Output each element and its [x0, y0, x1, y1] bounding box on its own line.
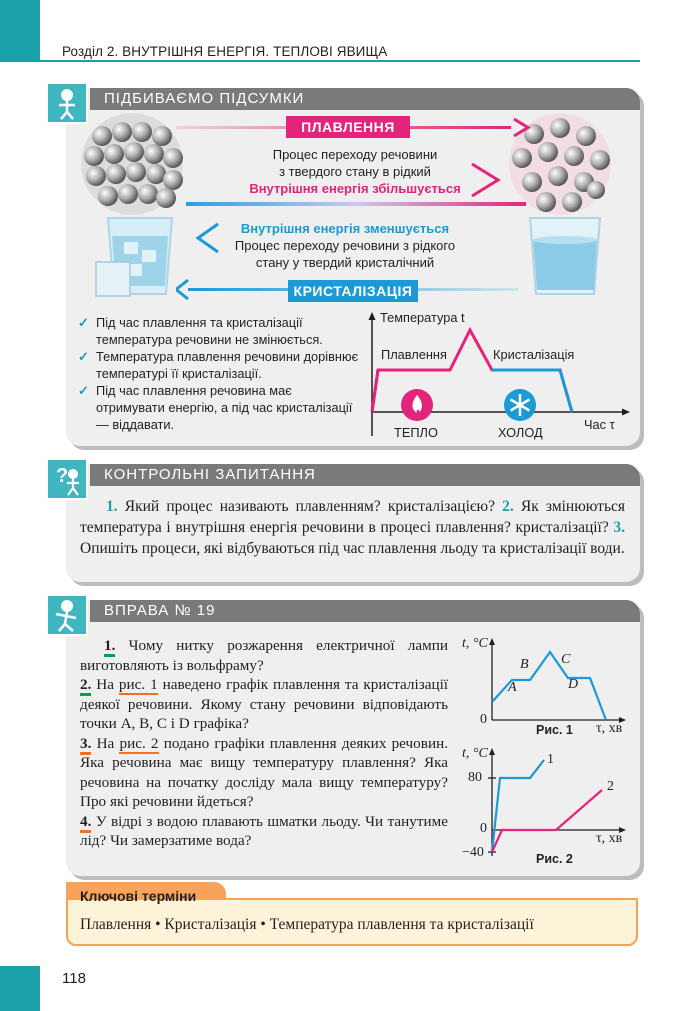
exercise-item-text: подано графіки плавлення деяких речовин. Яка речовина має вищу температуру плавлення? Яка речовина на початку досліду мала вищу температуру? Про які речовини йдеться?: [80, 734, 449, 810]
graph-ylabel: Температура t: [380, 310, 465, 325]
cryst-description: [200, 220, 490, 271]
fig2-line1-label: 1: [547, 752, 554, 767]
check-icon: ✓: [78, 383, 89, 398]
solid-particles-icon: [80, 112, 185, 217]
key-terms-text: Плавлення • Кристалізація • Температура плавлення та кристалізації: [80, 916, 534, 933]
question-text: Як змінюються температура і внутрішня енергія речовини в процесі плавлення? кристалізації?: [80, 498, 626, 536]
graph-melting-label: Плавлення: [381, 347, 447, 362]
fig1-zero: 0: [480, 712, 487, 727]
fig1-point-a: A: [508, 680, 517, 695]
chapter-header: Розділ 2. ВНУТРІШНЯ ЕНЕРГІЯ. ТЕПЛОВІ ЯВИЩА: [62, 44, 388, 59]
fig2-line2-label: 2: [607, 779, 614, 794]
exercise-number: 2.: [80, 676, 91, 696]
question-number: 2.: [502, 498, 514, 515]
melting-energy-text: Внутрішня енергія збільшується: [249, 181, 461, 196]
graph-cold-label: ХОЛОД: [498, 425, 543, 440]
questions-title: КОНТРОЛЬНІ ЗАПИТАННЯ: [90, 464, 640, 486]
graph-heat-label: ТЕПЛО: [394, 425, 438, 440]
bottom-edge-bar: [0, 966, 40, 1011]
exercise-title: ВПРАВА № 19: [90, 600, 640, 622]
fig1-point-b: B: [520, 657, 529, 672]
questions-text: [80, 496, 625, 559]
summary-title: ПІДБИВАЄМО ПІДСУМКИ: [90, 88, 640, 110]
fig2-ylabel: t, °C: [462, 746, 488, 761]
melting-desc-line1: Процес переходу речовини: [272, 147, 438, 162]
bullet-item: ✓ Під час плавлення та кристалізації температура речовини не змінюється.: [78, 315, 323, 347]
cryst-desc-line2: стану у твердий кристалічний: [255, 255, 435, 270]
exercise-item-text: наведено графік плавлення та кристалізації деякої речовини. Якому стану речовини відповідають точки A, B, C і D графіка?: [80, 676, 449, 732]
fig1-point-c: C: [561, 652, 571, 667]
svg-text:?: ?: [56, 465, 69, 487]
cryst-label: КРИСТАЛІЗАЦІЯ: [288, 280, 418, 302]
question-text: Опишіть процеси, які відбуваються під час плавлення льоду та кристалізації води.: [80, 540, 625, 557]
question-number: 1.: [106, 498, 118, 515]
exercise-icon: [46, 594, 88, 636]
cryst-energy-text: Внутрішня енергія зменшується: [240, 221, 450, 236]
summary-bullets: [78, 314, 363, 433]
fig1-xlabel: τ, хв: [596, 721, 623, 736]
exercise-item-text: У відрі з водою плавають шматки льоду. Чи танутиме лід? Чи замерзатиме вода?: [80, 812, 449, 849]
page-number: 118: [62, 970, 86, 987]
check-icon: ✓: [78, 315, 89, 330]
top-edge-bar: [0, 0, 40, 62]
check-icon: ✓: [78, 349, 89, 364]
question-text: Який процес називають плавленням? кристалізацією?: [124, 498, 496, 515]
figure-ref: рис. 1: [118, 676, 158, 693]
exercise-number: 4.: [80, 813, 91, 833]
fig2-zero: 0: [480, 821, 487, 836]
fig1-caption: Рис. 1: [536, 723, 573, 737]
bullet-item: ✓ Температура плавлення речовини дорівнює температурі її кристалізації.: [78, 349, 359, 381]
questions-icon: [46, 458, 88, 500]
bullet-item: ✓ Під час плавлення речовина має отримувати енергію, а під час кристалізації — віддавати.: [78, 383, 353, 432]
exercise-number: 3.: [80, 735, 91, 755]
graph-xlabel: Час τ: [584, 417, 615, 432]
cryst-desc-line1: Процес переходу речовини з рідкого: [234, 238, 456, 253]
exercise-text: 1. Чому нитку розжарення електричної лампи виготовляють із вольфраму? 2. На рис. 1 наведено графік плавлення та кристалізації деякої речовини. Якому стану речовини відповідають точки A, B, C і D графіка? 3. На рис. 2 подано графіки плавлення деяких речовин. Яка речовина має вищу температуру плавлення? Яка речовина на початку досліду мала вищу температуру? Про які речовини йдеться? 4. У відрі з водою плавають шматки льоду. Чи танутиме лід? Чи замерзатиме вода?: [80, 637, 449, 849]
fig1-point-d: D: [568, 677, 579, 692]
melting-desc-line2: з твердого стану в рідкий: [279, 164, 431, 179]
fig2-caption: Рис. 2: [536, 852, 573, 866]
melting-description: [210, 146, 500, 197]
header-rule: [40, 60, 640, 62]
exercise-item-text: Чому нитку розжарення електричної лампи виготовляють із вольфраму?: [80, 637, 448, 674]
fig2-y80: 80: [468, 770, 482, 785]
process-arrows: [176, 110, 536, 302]
fig1-ylabel: t, °C: [462, 636, 488, 651]
key-terms-title: Ключові терміни: [80, 888, 197, 904]
melting-label: ПЛАВЛЕННЯ: [286, 116, 410, 138]
fig2-yneg: −40: [462, 845, 484, 860]
ice-glass-icon: [94, 206, 186, 302]
fig2-xlabel: τ, хв: [596, 831, 623, 846]
exercise-number: 1.: [104, 637, 115, 657]
graph-cryst-label: Кристалізація: [493, 347, 575, 362]
question-number: 3.: [613, 519, 625, 536]
figure-ref: рис. 2: [119, 734, 159, 752]
